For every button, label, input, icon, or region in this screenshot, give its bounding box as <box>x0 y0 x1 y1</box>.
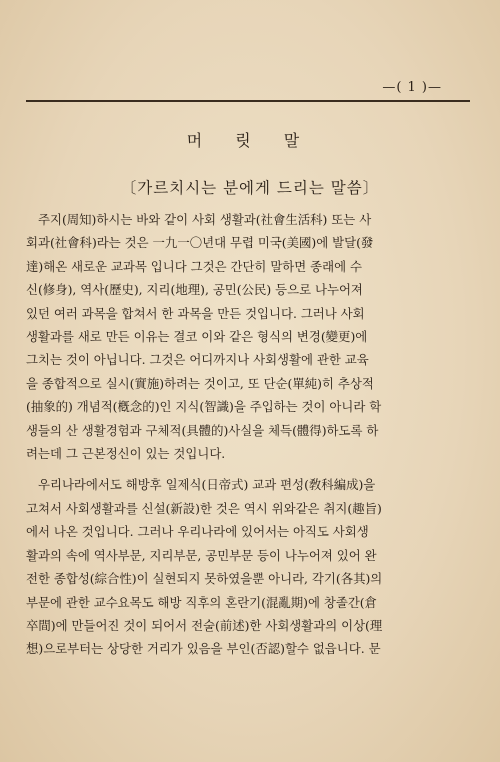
paragraph-2 <box>26 473 474 660</box>
header-rule <box>26 100 470 102</box>
text-line: 에서 나온 것입니다. 그러나 우리나라에 있어서는 아직도 사회생 <box>26 524 369 540</box>
text-line: 생활과를 새로 만든 이유는 결코 이와 같은 형식의 변경(變更)에 <box>26 329 368 345</box>
text-line: 우리나라에서도 해방후 일제식(日帝式) 교과 편성(敎科編成)을 <box>38 477 376 493</box>
text-line: 려는데 그 근본정신이 있는 것입니다. <box>26 446 226 462</box>
paragraph-1 <box>26 208 474 465</box>
text-line: 신(修身), 역사(歷史), 지리(地理), 공민(公民) 등으로 나누어져 <box>26 282 363 298</box>
text-line: 부문에 관한 교수요목도 해방 직후의 혼란기(混亂期)에 창졸간(倉 <box>26 594 378 610</box>
text-line: 있던 여러 과목을 합쳐서 한 과목을 만든 것입니다. 그러나 사회 <box>26 305 365 321</box>
paragraph-gap <box>26 465 474 473</box>
text-line: 주지(周知)하시는 바와 같이 사회 생활과(社會生活科) 또는 사 <box>38 212 372 227</box>
text-line: 고쳐서 사회생활과를 신설(新設)한 것은 역시 위와같은 취지(趣旨) <box>26 500 382 516</box>
page-subtitle: 〔가르치시는 분에게 드리는 말씀〕 <box>120 179 380 197</box>
page-title: 머 릿 말 <box>186 131 314 150</box>
text-line: 達)해온 새로운 교과목 입니다 그것은 간단히 말하면 종래에 수 <box>26 258 362 274</box>
text-line: 을 종합적으로 실시(實施)하려는 것이고, 또 단순(單純)히 추상적 <box>26 375 374 391</box>
text-line: 전한 종합성(綜合性)이 실현되지 못하였을뿐 아니라, 각기(各其)의 <box>26 571 383 587</box>
text-line: 활과의 속에 역사부문, 지리부문, 공민부문 등이 나누어져 있어 완 <box>26 547 377 563</box>
text-line: (抽象的) 개념적(槪念的)인 지식(智識)을 주입하는 것이 아니라 학 <box>26 399 382 415</box>
text-line: 그치는 것이 아닙니다. 그것은 어디까지나 사회생활에 관한 교육 <box>26 352 369 368</box>
page-number: —( 1 )— <box>382 80 442 95</box>
body-text <box>26 208 474 661</box>
text-line: 卒間)에 만들어진 것이 되어서 전술(前述)한 사회생활과의 이상(理 <box>26 617 383 633</box>
text-line: 회과(社會科)라는 것은 一九一〇년대 무렵 미국(美國)에 발달(發 <box>26 235 374 251</box>
text-line: 想)으로부터는 상당한 거리가 있음을 부인(否認)할수 없읍니다. 문 <box>26 641 381 657</box>
text-line: 생들의 산 생활경험과 구체적(具體的)사실을 체득(體得)하도록 하 <box>26 422 379 438</box>
